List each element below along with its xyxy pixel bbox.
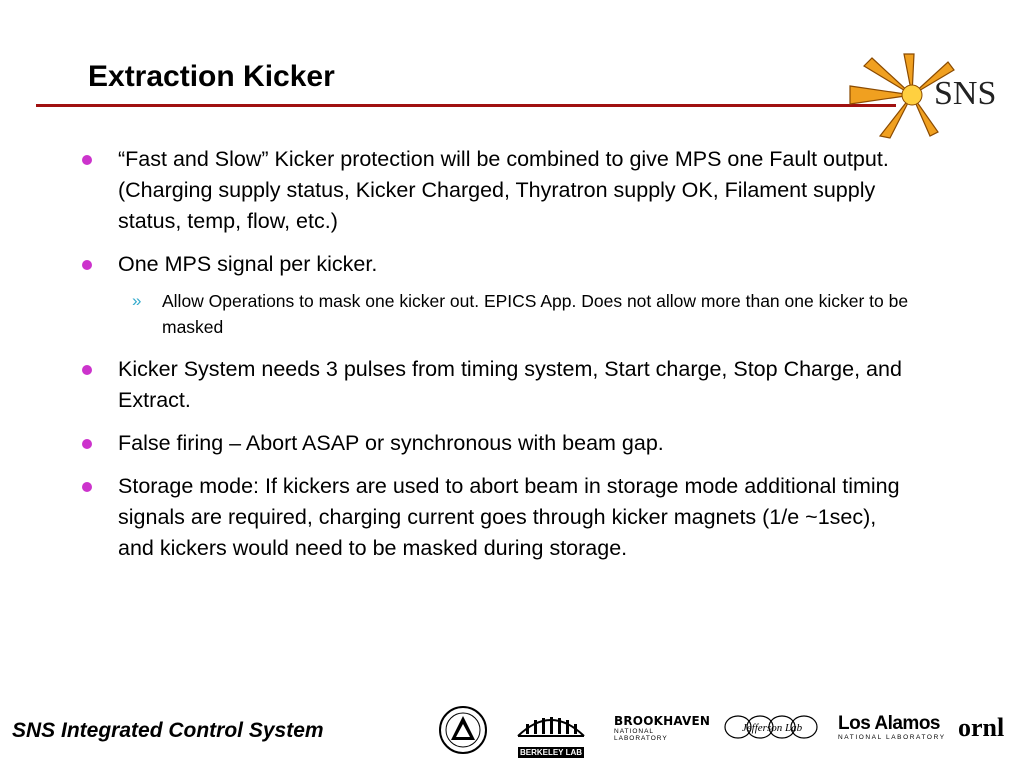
bullet-item [80, 428, 910, 459]
bullet-dot-icon [82, 482, 92, 492]
bullet-text: Storage mode: If kickers are used to abort beam in storage mode additional timing signals are required, charging current goes through kicker magnets (1/e ~1sec), and kickers would need to be masked during storage. [118, 474, 900, 560]
bullet-text: “Fast and Slow” Kicker protection will be combined to give MPS one Fault output. (Charging supply status, Kicker Charged, Thyratron supply OK, Filament supply status, temp, flow, etc.) [118, 147, 889, 233]
bullet-item [80, 249, 910, 280]
footer-title: SNS Integrated Control System [12, 719, 324, 742]
los-alamos-subtext: NATIONAL LABORATORY [838, 734, 946, 741]
bullet-dot-icon [82, 155, 92, 165]
sub-bullet-marker: » [132, 291, 142, 310]
argonne-logo [438, 704, 488, 756]
sns-star-logo [842, 50, 1002, 140]
title-rule [36, 104, 896, 107]
los-alamos-logo [838, 714, 948, 741]
bullet-item [80, 144, 910, 237]
sub-bullet-text: Allow Operations to mask one kicker out. EPICS App. Does not allow more than one kicker to be masked [162, 291, 909, 337]
brookhaven-subtext: NATIONAL LABORATORY [614, 728, 668, 742]
berkeley-lab-logo [514, 702, 588, 758]
berkeley-building-icon [514, 702, 588, 742]
brookhaven-text: BROOKHAVEN [614, 714, 711, 728]
bullet-item [80, 471, 910, 564]
slide-title: Extraction Kicker [88, 60, 335, 93]
bullet-dot-icon [82, 260, 92, 270]
bullet-text: One MPS signal per kicker. [118, 252, 378, 276]
jefferson-lab-logo [722, 712, 822, 752]
brookhaven-logo [614, 714, 711, 742]
bullet-item [80, 354, 910, 416]
bullet-text: False firing – Abort ASAP or synchronous with beam gap. [118, 431, 664, 455]
ornl-logo: ornl [958, 713, 1005, 742]
los-alamos-text: Los Alamos [838, 713, 940, 734]
jefferson-swirl-icon [722, 712, 822, 742]
bullet-text: Kicker System needs 3 pulses from timing system, Start charge, Stop Charge, and Extract. [118, 357, 902, 412]
bullet-list [80, 144, 910, 576]
sns-logo-text: SNS [934, 75, 997, 112]
bullet-dot-icon [82, 365, 92, 375]
berkeley-lab-text: BERKELEY LAB [519, 748, 583, 757]
partner-logos [438, 700, 1018, 760]
jefferson-text: Jefferson Lab [741, 722, 803, 734]
bullet-dot-icon [82, 439, 92, 449]
sub-bullet-item [80, 288, 910, 340]
